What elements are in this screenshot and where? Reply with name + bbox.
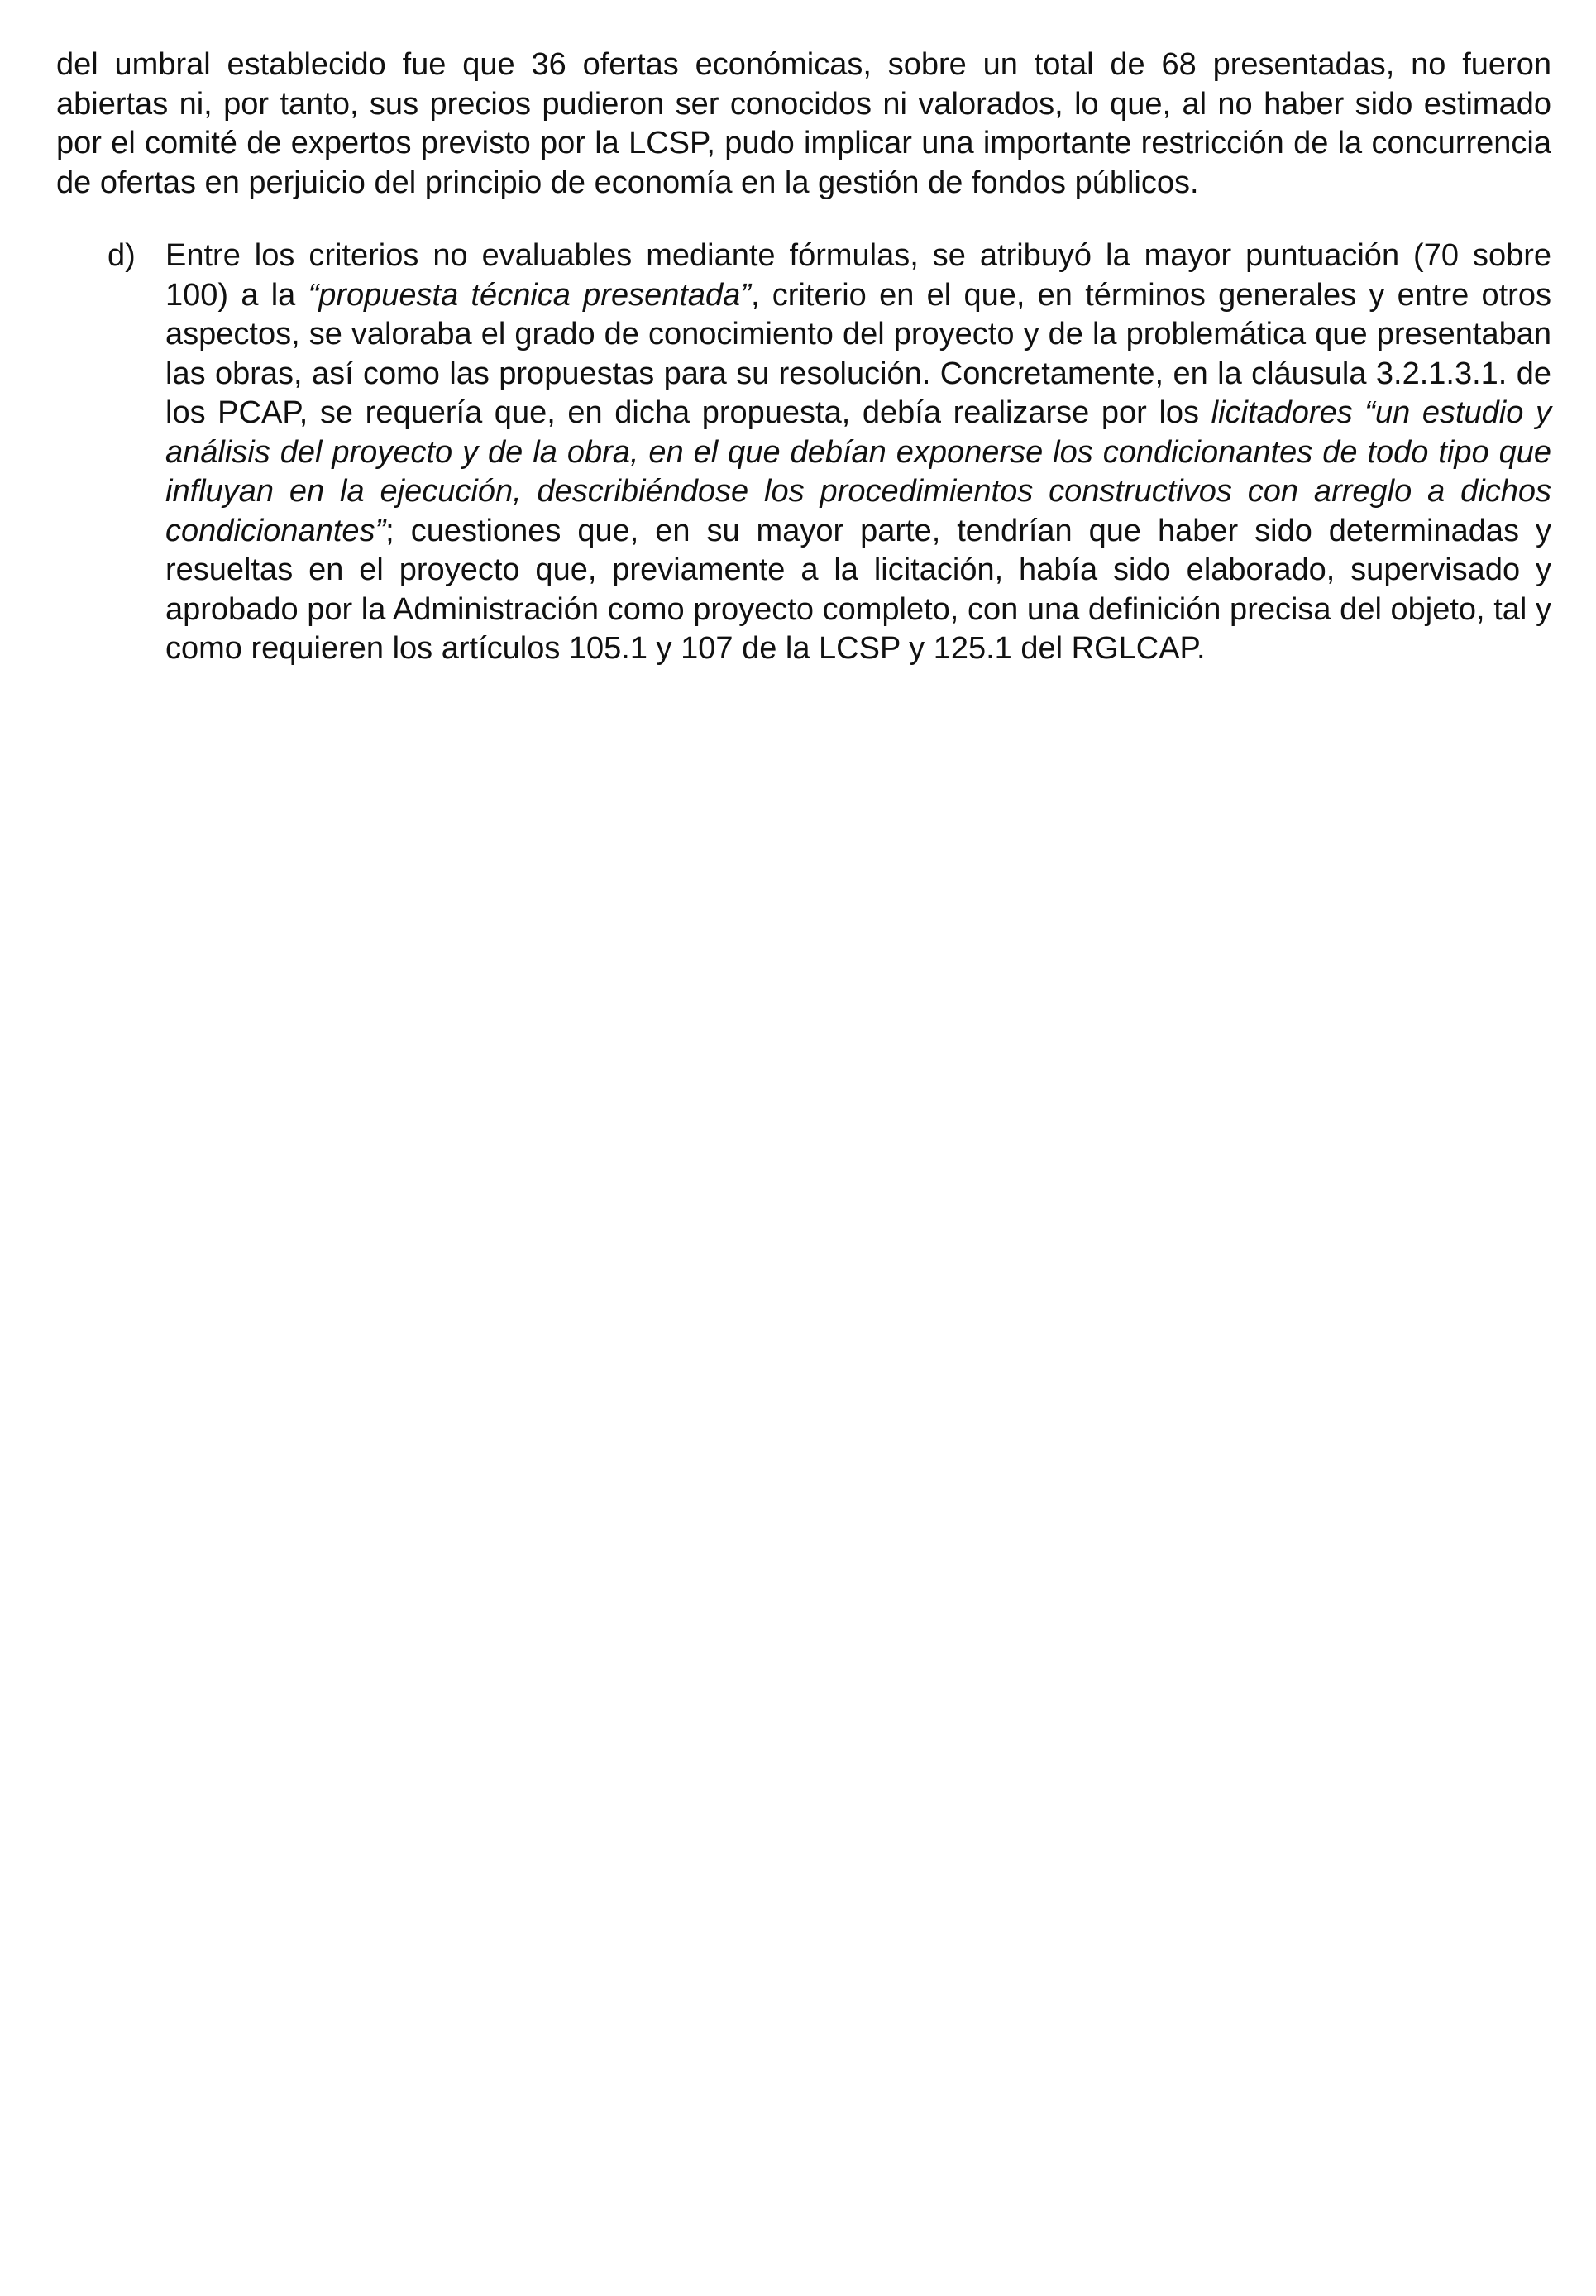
list-item-body [165,237,1551,669]
intro-paragraph: del umbral establecido fue que 36 ofertas económicas, sobre un total de 68 presentadas, no fueron abiertas ni, por tanto, sus precios pudieron ser conocidos ni valorados, lo que, al no haber sido estimado por el comité de expertos previsto por la LCSP, pudo implicar una importante restricción de la concurrencia de ofertas en perjuicio del principio de economía en la gestión de fondos públicos. [56,47,1551,200]
list-marker: d) [108,238,136,273]
item-italic-quote-1: “propuesta técnica presentada” [308,277,751,313]
item-text-part-1: Entre los criterios no evaluables mediante fórmulas, se atribuyó la mayor puntuación (70 sobre 100) a la [165,238,1551,313]
item-italic-quote-2: licitadores “un estudio y análisis del proyecto y de la obra, en el que debían exponerse los condicionantes de todo tipo que influyan en la ejecución, describiéndose los procedimientos constructivos con arreglo a dichos condicionantes” [165,395,1551,548]
list-item-d [108,237,1551,669]
item-text-part-2: , criterio en el que, en términos generales y entre otros aspectos, se valoraba el grado de conocimiento del proyecto y de la problemática que presentaban las obras, así como las propuestas para su resolución. Concretamente, en la cláusula 3.2.1.3.1. de los PCAP, se requería que, en dicha propuesta, debía realizarse por los [165,277,1551,430]
item-text-part-3: ; cuestiones que, en su mayor parte, tendrían que haber sido determinadas y resueltas en el proyecto que, previamente a la licitación, había sido elaborado, supervisado y aprobado por la Administración como proyecto completo, con una definición precisa del objeto, tal y como requieren los artículos 105.1 y 107 de la LCSP y 125.1 del RGLCAP. [165,513,1551,666]
